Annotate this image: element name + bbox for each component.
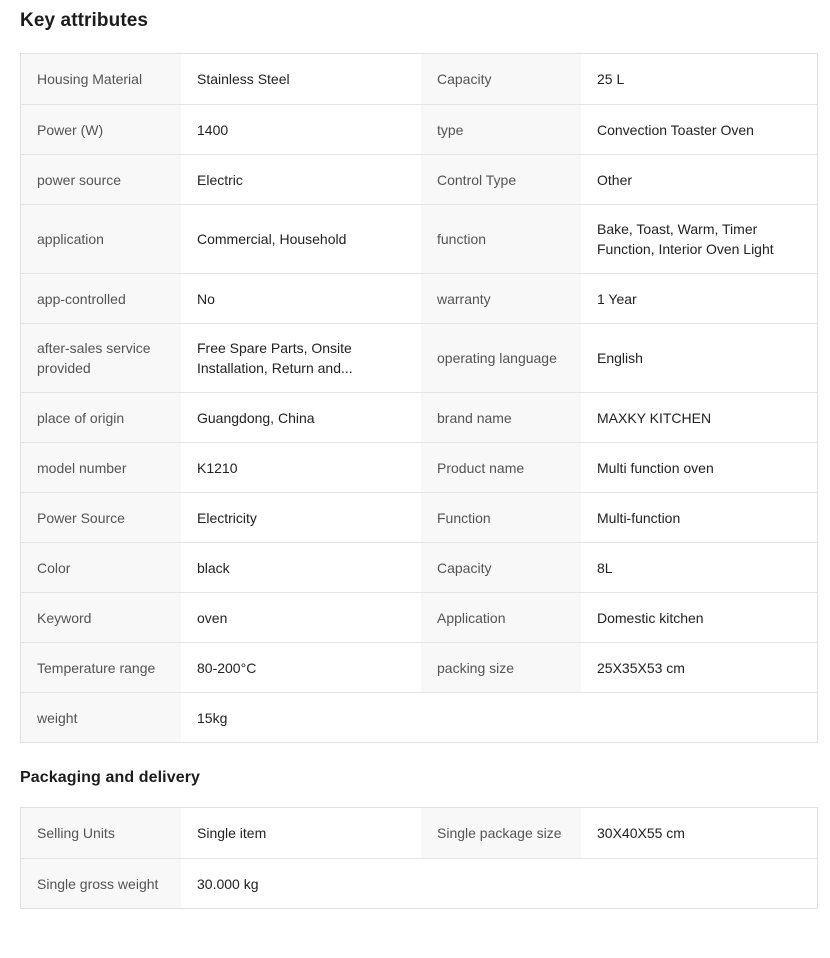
attr-value: 1400 [197, 121, 229, 138]
attr-label: power source [21, 155, 181, 204]
attr-value: Stainless Steel [197, 71, 290, 87]
attr-label: model number [21, 443, 181, 492]
attr-value: K1210 [197, 459, 238, 476]
attr-label: place of origin [21, 393, 181, 442]
attr-row [21, 642, 817, 692]
attr-label: after-sales service provided [21, 324, 181, 392]
attr-value: 25X35X53 cm [597, 659, 685, 676]
attr-value: 8L [597, 559, 613, 576]
key-attributes-table [20, 53, 818, 743]
attr-row [21, 692, 817, 742]
attr-value: Multi-function [597, 509, 681, 526]
attr-value: No [197, 290, 215, 307]
attr-label: Power (W) [21, 105, 181, 154]
attr-value: Domestic kitchen [597, 609, 704, 626]
attr-label: type [421, 105, 581, 154]
attr-label: Control Type [421, 155, 581, 204]
attr-value: English [597, 350, 643, 366]
attr-label: weight [21, 693, 181, 742]
attr-row [21, 592, 817, 642]
attr-row [21, 542, 817, 592]
attr-row [21, 392, 817, 442]
attr-row [21, 323, 817, 392]
attr-label: Single package size [421, 808, 581, 858]
attr-label: function [421, 205, 581, 273]
attr-row [21, 54, 817, 104]
attr-value: 15kg [197, 709, 228, 726]
attr-label: Capacity [421, 543, 581, 592]
attr-value: Free Spare Parts, Onsite Installation, Return and... [197, 340, 353, 376]
attr-value: Commercial, Household [197, 231, 347, 247]
attr-label: application [21, 205, 181, 273]
attr-label: Power Source [21, 493, 181, 542]
attr-row [21, 104, 817, 154]
attr-label: Function [421, 493, 581, 542]
attr-row [21, 808, 817, 858]
attr-value: Other [597, 171, 633, 188]
attr-row [21, 492, 817, 542]
attr-value: Electric [197, 171, 243, 188]
attr-label: Color [21, 543, 181, 592]
packaging-delivery-title: Packaging and delivery [20, 769, 201, 786]
attr-value: black [197, 559, 230, 576]
attr-value: 80-200°C [197, 659, 257, 676]
attr-value: Guangdong, China [197, 409, 315, 426]
attr-value: 30.000 kg [197, 875, 259, 892]
attr-label: warranty [421, 274, 581, 323]
attr-value: Convection Toaster Oven [597, 121, 754, 138]
attr-value: 1 Year [597, 290, 637, 307]
attr-value: Single item [197, 825, 267, 841]
attr-row [21, 154, 817, 204]
attr-value: 25 L [597, 71, 625, 87]
attr-value: Electricity [197, 509, 257, 526]
attr-value: 30X40X55 cm [597, 825, 685, 841]
attr-row [21, 442, 817, 492]
attr-value: oven [197, 609, 228, 626]
attr-row [21, 204, 817, 273]
attr-label: Selling Units [21, 808, 181, 858]
attr-value: Bake, Toast, Warm, Timer Function, Interior Oven Light [597, 221, 774, 257]
attr-value: Multi function oven [597, 459, 714, 476]
attr-label: operating language [421, 324, 581, 392]
attr-value: MAXKY KITCHEN [597, 409, 712, 426]
attr-label: brand name [421, 393, 581, 442]
attr-label: Temperature range [21, 643, 181, 692]
attr-label: Keyword [21, 593, 181, 642]
key-attributes-title: Key attributes [20, 10, 149, 31]
packaging-delivery-table [20, 807, 818, 909]
attr-row [21, 858, 817, 908]
attr-label: Single gross weight [21, 859, 181, 908]
attr-label: app-controlled [21, 274, 181, 323]
attr-label: Capacity [421, 54, 581, 104]
attr-label: Product name [421, 443, 581, 492]
attr-label: Application [421, 593, 581, 642]
attr-row [21, 273, 817, 323]
attr-label: Housing Material [21, 54, 181, 104]
attr-label: packing size [421, 643, 581, 692]
